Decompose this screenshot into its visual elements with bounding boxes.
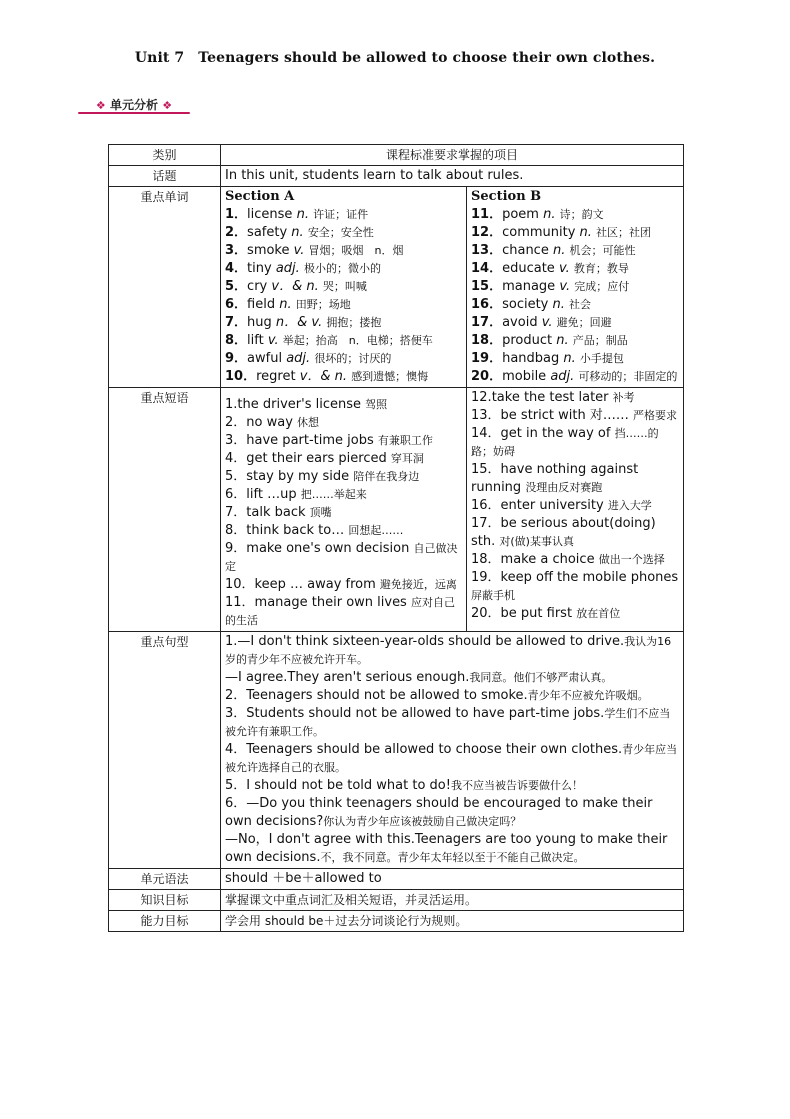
vocab-number: 16． — [471, 297, 503, 312]
vocab-part-of-speech: v. — [267, 333, 279, 348]
phrase-number: 8． — [225, 523, 247, 538]
phrase-chinese: 休想 — [297, 416, 320, 429]
sentence-chinese: 你认为青少年应该被鼓励自己做决定吗？ — [323, 815, 522, 828]
vocab-word: regret — [256, 369, 296, 384]
knowledge-text: 掌握课文中重点词汇及相关短语，并灵活运用。 — [221, 890, 684, 911]
table-header-row — [109, 145, 684, 166]
sentence-item — [225, 741, 679, 777]
phrase-number: 15． — [471, 462, 501, 477]
vocab-number: 9． — [225, 351, 248, 366]
vocab-word: safety — [247, 225, 288, 240]
phrase-chinese: 驾照 — [365, 398, 388, 411]
phrase-number: 11． — [225, 595, 255, 610]
vocab-part-of-speech: n. — [579, 225, 592, 240]
vocab-meaning: 社区；社团 — [596, 226, 652, 239]
vocab-number: 10． — [225, 369, 257, 384]
sentence-chinese: 我不应当被告诉要做什么！ — [450, 779, 583, 792]
grammar-text: should ＋be＋allowed to — [221, 869, 684, 890]
phrase-chinese: 有兼职工作 — [377, 434, 433, 447]
phrase-number: 5． — [225, 469, 247, 484]
section-b-heading: Section B — [471, 189, 542, 204]
knowledge-label: 知识目标 — [109, 890, 221, 911]
vocab-row — [109, 187, 684, 388]
vocab-part-of-speech: n. — [543, 207, 556, 222]
vocab-number: 20． — [471, 369, 503, 384]
sentences-label: 重点句型 — [109, 632, 221, 869]
vocab-item — [471, 206, 679, 224]
phrase-number: 20． — [471, 606, 501, 621]
sentence-chinese: 青少年不应被允许吸烟。 — [527, 689, 649, 702]
phrase-english: lift …up — [246, 487, 297, 502]
phrase-chinese: 回想起…… — [348, 524, 404, 537]
phrase-english: make a choice — [500, 552, 595, 567]
vocab-item — [225, 368, 462, 386]
phrase-chinese: 把……举起来 — [300, 488, 367, 501]
sentence-item — [225, 831, 679, 867]
phrase-english: manage their own lives — [254, 595, 407, 610]
vocab-item — [471, 278, 679, 296]
phrase-number: 18． — [471, 552, 501, 567]
vocab-item — [225, 242, 462, 260]
sentence-chinese: 我同意。他们不够严肃认真。 — [469, 671, 613, 684]
vocab-item — [225, 296, 462, 314]
phrase-number: 19． — [471, 570, 501, 585]
phrase-number: 10． — [225, 577, 255, 592]
vocab-word: chance — [502, 243, 549, 258]
phrase-chinese: 自己做决定 — [225, 542, 458, 573]
phrase-number: 2． — [225, 415, 247, 430]
vocab-meaning: 诗；韵文 — [559, 208, 604, 221]
phrases-row — [109, 388, 684, 632]
vocab-item — [471, 332, 679, 350]
vocab-meaning: 安全；安全性 — [307, 226, 374, 239]
phrase-item — [471, 389, 679, 407]
phrase-number: 7． — [225, 505, 247, 520]
vocab-item — [225, 332, 462, 350]
vocab-number: 7． — [225, 315, 248, 330]
vocab-meaning: 产品；制品 — [572, 334, 628, 347]
phrase-item — [471, 425, 679, 461]
sentence-chinese: 学生们不应当被允许有兼职工作。 — [225, 707, 671, 738]
vocab-word: product — [502, 333, 553, 348]
header-category: 类别 — [109, 145, 221, 166]
phrase-chinese: 避免接近，远离 — [379, 578, 457, 591]
phrase-item — [471, 461, 679, 497]
vocab-number: 14． — [471, 261, 503, 276]
vocab-part-of-speech: n. — [556, 333, 569, 348]
vocab-number: 2． — [225, 225, 248, 240]
phrase-item — [471, 497, 679, 515]
vocab-word: community — [502, 225, 576, 240]
phrase-chinese: 穿耳洞 — [390, 452, 424, 465]
sentence-item — [225, 669, 679, 687]
phrase-chinese: 顶嘴 — [309, 506, 332, 519]
phrase-english: think back to… — [246, 523, 345, 538]
vocab-item — [225, 314, 462, 332]
phrase-english: have nothing against running — [471, 462, 639, 495]
vocab-meaning: 很坏的；讨厌的 — [314, 352, 392, 365]
vocab-meaning: 完成；应付 — [574, 280, 630, 293]
phrases-section-b — [467, 388, 684, 632]
vocab-word: cry — [247, 279, 268, 294]
phrase-english: get their ears pierced — [246, 451, 387, 466]
vocab-meaning: 避免；回避 — [556, 316, 612, 329]
phrase-chinese: 严格要求 — [633, 409, 677, 422]
vocab-meaning: 极小的；微小的 — [303, 262, 381, 275]
sentences-row — [109, 632, 684, 869]
vocab-item — [225, 224, 462, 242]
sentence-item — [225, 687, 679, 705]
phrase-number: 14． — [471, 426, 501, 441]
vocab-item — [471, 242, 679, 260]
phrase-item — [225, 522, 462, 540]
vocab-part-of-speech: v．& n. — [299, 369, 348, 384]
vocab-word: poem — [502, 207, 539, 222]
phrase-number: 12. — [471, 390, 492, 405]
vocab-word: awful — [247, 351, 283, 366]
sentence-english: —No，I don't agree with this.Teenagers are too young to make their own decisions. — [225, 832, 668, 865]
vocab-item — [471, 260, 679, 278]
phrase-number: 9． — [225, 541, 247, 556]
phrase-english: have part-time jobs — [246, 433, 374, 448]
vocab-part-of-speech: n. — [552, 243, 566, 258]
vocab-meaning: 拥抱；搂抱 — [326, 316, 382, 329]
badge-label: 单元分析 — [109, 98, 158, 112]
phrase-item — [225, 432, 462, 450]
unit-title: Teenagers should be allowed to choose their own clothes. — [198, 50, 656, 66]
vocab-part-of-speech: n. — [279, 297, 292, 312]
phrase-chinese: 对(做)某事认真 — [499, 535, 574, 548]
vocab-number: 12． — [471, 225, 503, 240]
vocab-item — [225, 260, 462, 278]
phrase-item — [471, 551, 679, 569]
vocab-word: mobile — [502, 369, 547, 384]
vocab-item — [471, 368, 679, 386]
phrase-english: be put first — [500, 606, 573, 621]
vocab-part-of-speech: v. — [559, 279, 571, 294]
vocab-part-of-speech: v．& n. — [271, 279, 319, 294]
phrase-item — [471, 515, 679, 551]
phrase-chinese: 做出一个选择 — [598, 553, 665, 566]
vocab-item — [471, 350, 679, 368]
vocab-part-of-speech: v. — [558, 261, 570, 276]
phrase-item — [225, 396, 462, 414]
vocab-part-of-speech: adj. — [275, 261, 300, 276]
vocab-part-of-speech: n. — [291, 225, 304, 240]
vocab-part-of-speech: n. — [563, 351, 576, 366]
phrase-item — [225, 468, 462, 486]
vocab-word: smoke — [247, 243, 290, 258]
vocab-part-of-speech: adj. — [550, 369, 575, 384]
vocab-part-of-speech: v. — [541, 315, 553, 330]
vocab-meaning: 举起；抬高 n．电梯；搭便车 — [282, 334, 433, 347]
sentence-english: 1.—I don't think sixteen-year-olds should be allowed to drive. — [225, 634, 625, 649]
sentence-english: 2．Teenagers should not be allowed to smoke. — [225, 688, 528, 703]
knowledge-row — [109, 890, 684, 911]
vocab-part-of-speech: n. — [296, 207, 309, 222]
vocab-word: hug — [247, 315, 272, 330]
vocab-word: avoid — [502, 315, 538, 330]
right-ornament-icon: ❖ — [162, 99, 173, 112]
header-items: 课程标准要求掌握的项目 — [221, 145, 684, 166]
vocab-meaning: 社会 — [569, 298, 592, 311]
sentence-chinese: 我认为16岁的青少年不应被允许开车。 — [225, 635, 672, 666]
page-title — [0, 50, 790, 66]
unit-analysis-table — [108, 144, 684, 932]
section-a-heading: Section A — [225, 189, 295, 204]
vocab-meaning: 小手提包 — [579, 352, 624, 365]
phrase-item — [225, 540, 462, 576]
vocab-number: 11． — [471, 207, 503, 222]
vocab-word: tiny — [247, 261, 272, 276]
sentence-chinese: 青少年应当被允许选择自己的衣服。 — [225, 743, 678, 774]
vocab-part-of-speech: n．& v. — [275, 315, 323, 330]
sentence-item — [225, 795, 679, 831]
vocab-item — [225, 278, 462, 296]
vocab-item — [471, 224, 679, 242]
vocab-word: lift — [247, 333, 264, 348]
vocab-section-a — [221, 187, 467, 388]
vocab-number: 15． — [471, 279, 503, 294]
vocab-word: license — [247, 207, 293, 222]
vocab-number: 4． — [225, 261, 248, 276]
phrase-english: be strict with 对…… — [500, 408, 629, 423]
vocab-word: handbag — [502, 351, 560, 366]
phrase-english: keep off the mobile phones — [500, 570, 679, 585]
vocab-meaning: 冒烟；吸烟 n．烟 — [308, 244, 404, 257]
phrase-item — [471, 605, 679, 623]
phrase-english: take the test later — [491, 390, 609, 405]
ability-label: 能力目标 — [109, 911, 221, 932]
vocab-item — [471, 296, 679, 314]
vocab-word: field — [247, 297, 276, 312]
vocab-word: society — [502, 297, 549, 312]
phrase-chinese: 放在首位 — [576, 607, 621, 620]
topic-text: In this unit, students learn to talk about rules. — [221, 166, 684, 187]
phrase-chinese: 没理由反对赛跑 — [525, 481, 603, 494]
phrase-item — [225, 594, 462, 630]
sentence-english: 6．—Do you think teenagers should be encouraged to make their own decisions? — [225, 796, 653, 829]
grammar-row — [109, 869, 684, 890]
phrase-number: 17． — [471, 516, 501, 531]
vocab-number: 6． — [225, 297, 248, 312]
phrase-english: stay by my side — [246, 469, 350, 484]
topic-row — [109, 166, 684, 187]
vocab-section-b — [467, 187, 684, 388]
phrase-item — [225, 414, 462, 432]
vocab-number: 1． — [225, 207, 248, 222]
vocab-item — [225, 206, 462, 224]
phrase-english: no way — [246, 415, 293, 430]
sentence-english: 3．Students should not be allowed to have part-time jobs. — [225, 706, 605, 721]
vocab-item — [225, 350, 462, 368]
vocab-part-of-speech: n. — [552, 297, 565, 312]
phrase-chinese: 应对自己的生活 — [225, 596, 455, 627]
section-badge — [78, 96, 190, 118]
vocab-number: 17． — [471, 315, 503, 330]
sentences-cell — [221, 632, 684, 869]
sentence-english: 4．Teenagers should be allowed to choose their own clothes. — [225, 742, 623, 757]
vocab-number: 19． — [471, 351, 503, 366]
vocab-number: 13． — [471, 243, 503, 258]
phrase-item — [225, 576, 462, 594]
vocab-item — [471, 314, 679, 332]
phrase-english: talk back — [246, 505, 306, 520]
vocab-word: educate — [502, 261, 555, 276]
phrase-number: 3． — [225, 433, 247, 448]
sentence-chinese: 不，我不同意。青少年太年轻以至于不能自己做决定。 — [320, 851, 585, 864]
vocab-part-of-speech: v. — [293, 243, 305, 258]
ability-row — [109, 911, 684, 932]
vocab-meaning: 哭；叫喊 — [322, 280, 367, 293]
topic-label: 话题 — [109, 166, 221, 187]
phrase-english: be serious about(doing) sth. — [471, 516, 656, 549]
unit-number: Unit 7 — [134, 50, 185, 66]
phrase-english: keep … away from — [254, 577, 376, 592]
ability-text: 学会用 should be＋过去分词谈论行为规则。 — [221, 911, 684, 932]
phrase-chinese: 补考 — [612, 391, 635, 404]
phrase-item — [225, 504, 462, 522]
vocab-meaning: 田野；场地 — [295, 298, 351, 311]
phrase-chinese: 挡……的路；妨碍 — [471, 427, 659, 458]
phrase-chinese: 进入大学 — [607, 499, 652, 512]
sentence-item — [225, 705, 679, 741]
phrase-number: 1. — [225, 397, 238, 412]
vocab-number: 8． — [225, 333, 248, 348]
sentence-item — [225, 633, 679, 669]
vocab-part-of-speech: adj. — [286, 351, 311, 366]
vocab-number: 18． — [471, 333, 503, 348]
vocab-word: manage — [502, 279, 556, 294]
vocab-meaning: 教育；教导 — [573, 262, 629, 275]
sentence-english: 5．I should not be told what to do! — [225, 778, 451, 793]
phrase-english: the driver's license — [237, 397, 361, 412]
vocab-meaning: 机会；可能性 — [569, 244, 636, 257]
phrase-number: 6． — [225, 487, 247, 502]
vocab-number: 3． — [225, 243, 248, 258]
vocab-number: 5． — [225, 279, 248, 294]
sentence-english: —I agree.They aren't serious enough. — [225, 670, 470, 685]
phrase-chinese: 陪伴在我身边 — [353, 470, 420, 483]
vocab-meaning: 可移动的；非固定的 — [578, 370, 678, 383]
phrase-number: 16． — [471, 498, 501, 513]
phrase-item — [471, 569, 679, 605]
phrases-section-a — [221, 388, 467, 632]
phrase-english: get in the way of — [500, 426, 611, 441]
left-ornament-icon: ❖ — [95, 99, 106, 112]
phrase-item — [225, 486, 462, 504]
phrase-number: 4． — [225, 451, 247, 466]
phrases-label: 重点短语 — [109, 388, 221, 632]
phrase-chinese: 屏蔽手机 — [471, 589, 515, 602]
phrase-item — [471, 407, 679, 425]
sentence-item — [225, 777, 679, 795]
phrase-english: make one's own decision — [246, 541, 410, 556]
vocab-meaning: 感到遗憾；懊悔 — [351, 370, 429, 383]
phrase-english: enter university — [500, 498, 604, 513]
phrase-item — [225, 450, 462, 468]
grammar-label: 单元语法 — [109, 869, 221, 890]
phrase-number: 13． — [471, 408, 501, 423]
vocab-label: 重点单词 — [109, 187, 221, 388]
vocab-meaning: 许证；证件 — [313, 208, 369, 221]
